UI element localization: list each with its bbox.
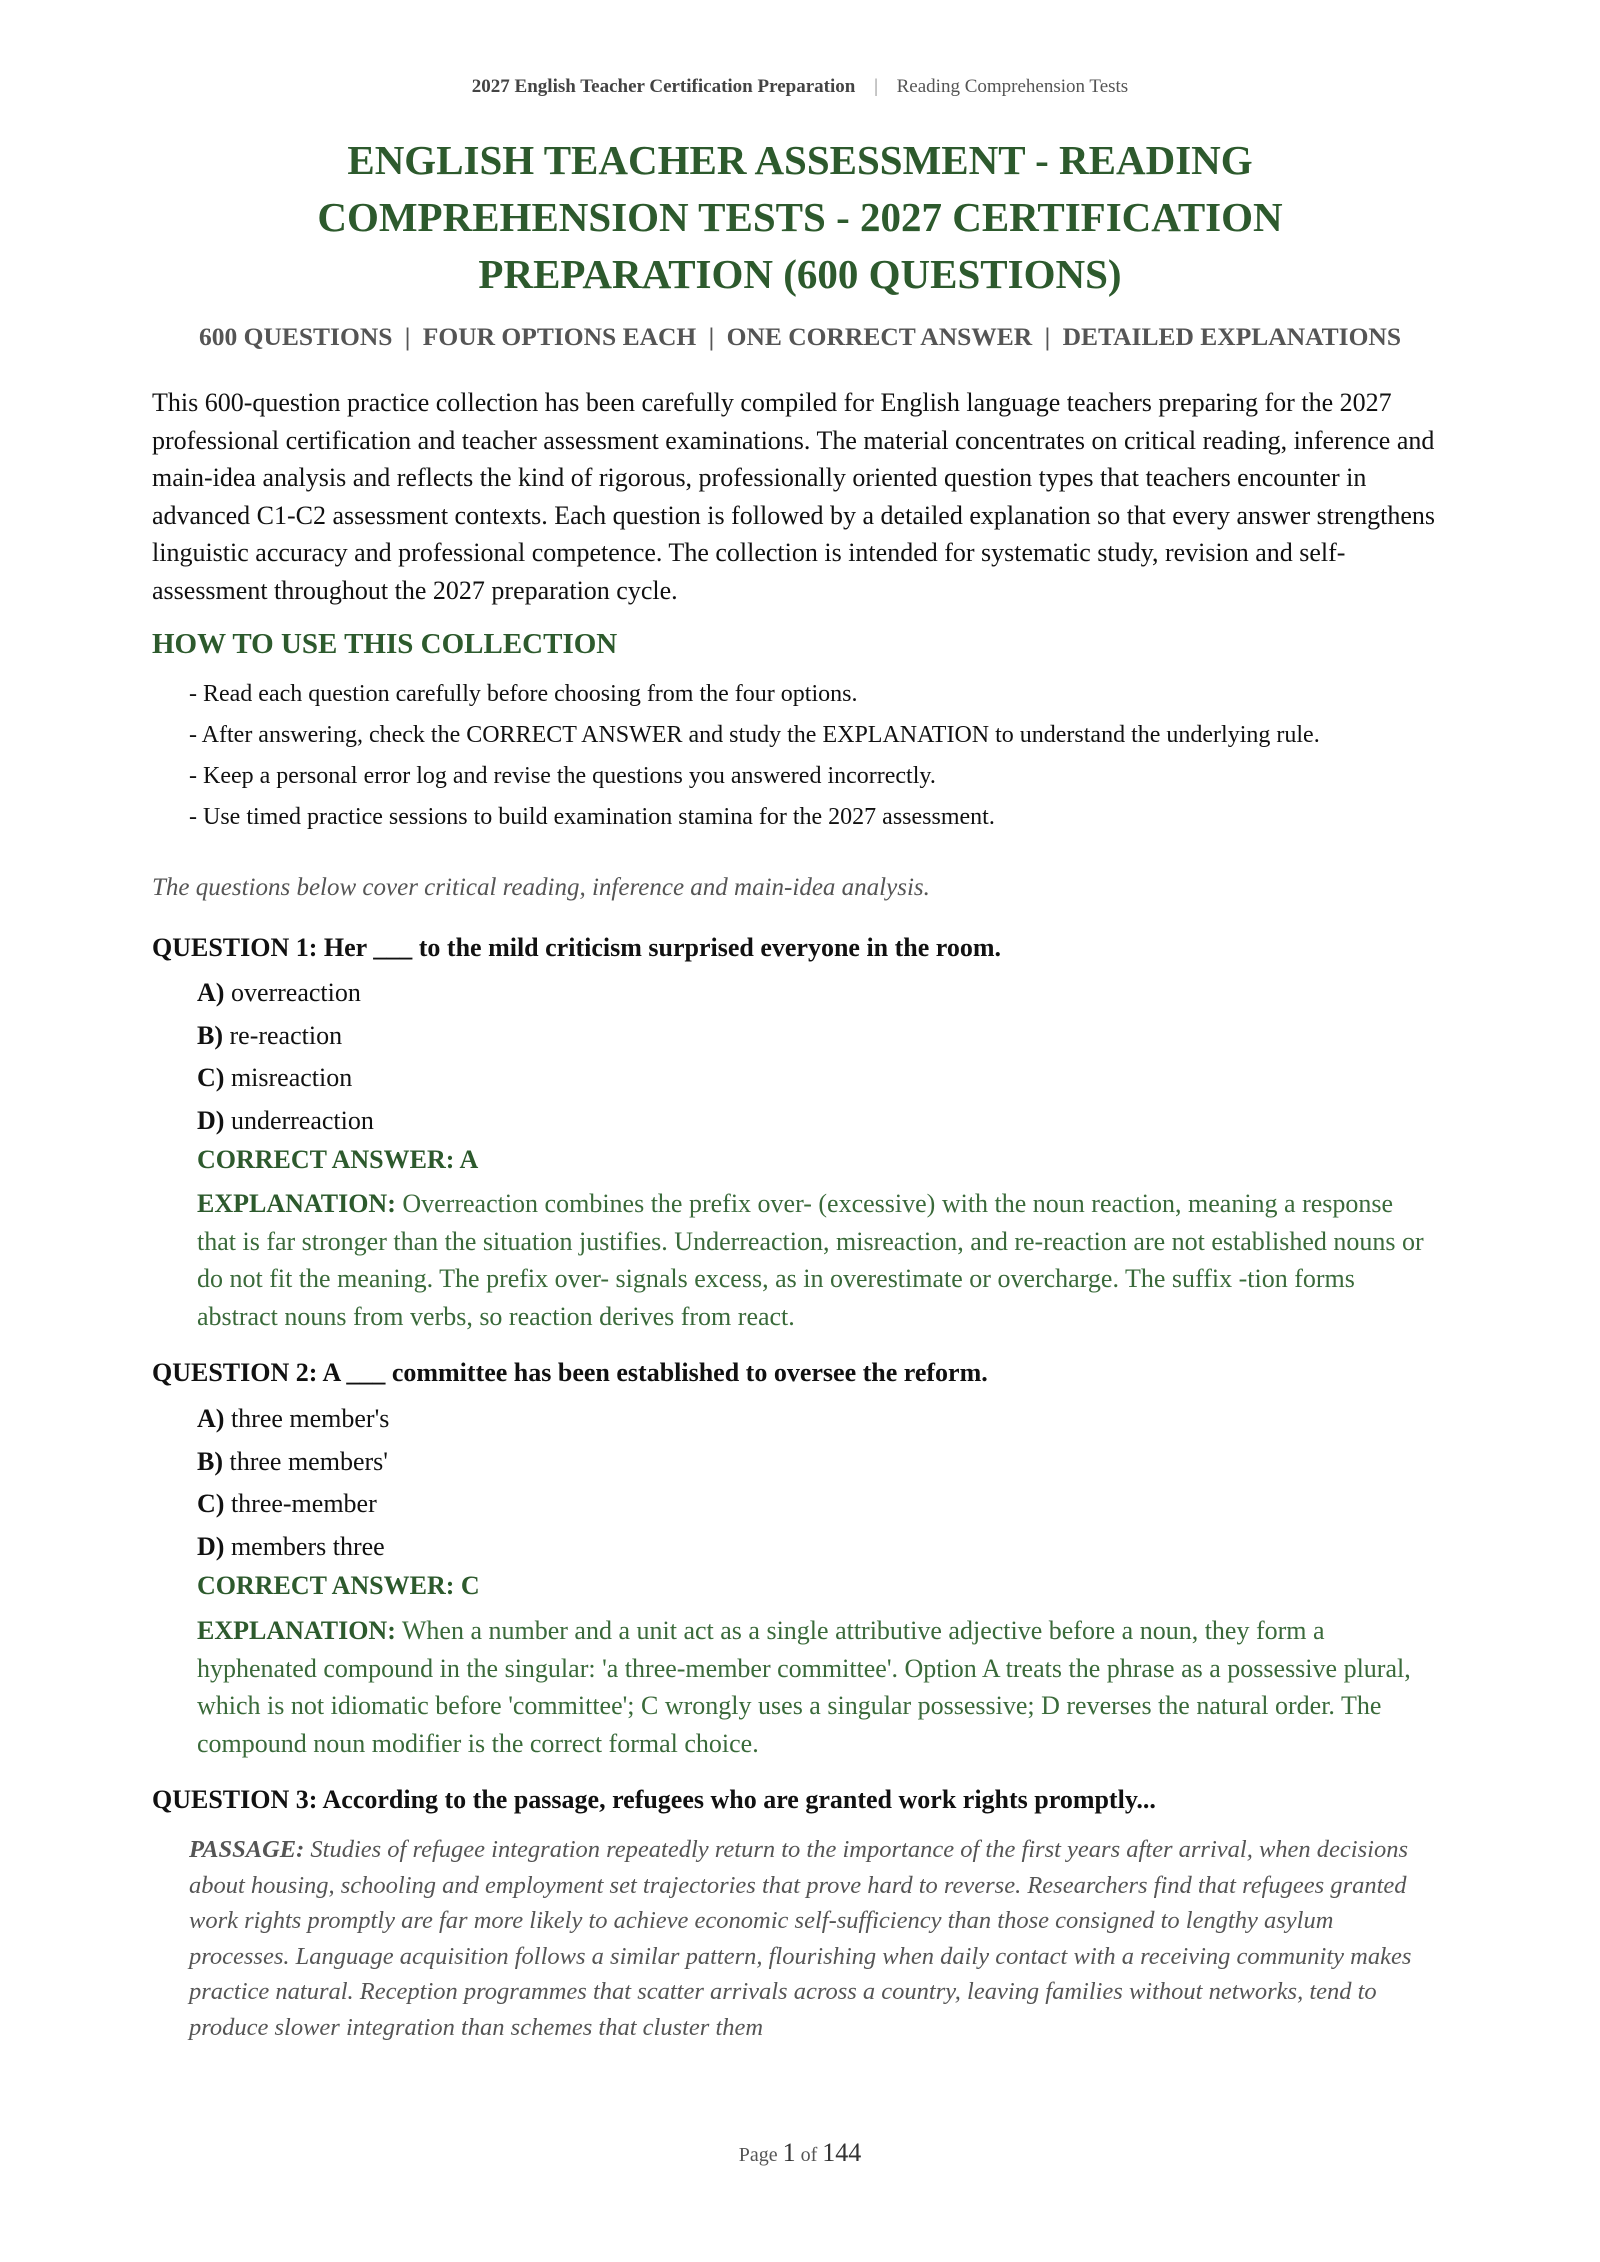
option-a (197, 972, 374, 1015)
subtitle-separator: | (404, 322, 411, 351)
explanation-text: When a number and a unit act as a single attributive adjective before a noun, they form a hyphenated compound in the singular: 'a three-member committee'. Option A treats the phrase as a possessive plural, which is not idiomatic before 'committee'; C wrongly uses a singular possessive; D reverses the natural order. The compound noun modifier is the correct formal choice. (197, 1616, 1411, 1758)
option-letter: C) (197, 1063, 225, 1092)
option-text: underreaction (230, 1105, 374, 1135)
page-number: 1 (782, 2138, 796, 2167)
option-letter: A) (197, 1404, 225, 1433)
subtitle-item: ONE CORRECT ANSWER (726, 322, 1033, 351)
running-header-separator: | (874, 76, 878, 97)
option-letter: C) (197, 1489, 225, 1518)
option-text: three member's (230, 1404, 390, 1433)
question-2-options (197, 1398, 389, 1568)
explanation-label: EXPLANATION: (197, 1616, 396, 1645)
running-header-title: 2027 English Teacher Certification Preparation (471, 76, 856, 97)
running-header (0, 76, 1600, 98)
subtitle-item: DETAILED EXPLANATIONS (1062, 322, 1402, 351)
explanation-label: EXPLANATION: (197, 1189, 396, 1218)
passage-text: Studies of refugee integration repeatedly return to the importance of the first years after arrival, when decisions about housing, schooling and employment set trajectories that prove hard to reverse. Researchers find that refugees granted work rights promptly are far more likely to achieve economic self-sufficiency than those consigned to lengthy asylum processes. Language acquisition follows a similar pattern, flourishing when daily contact with a receiving community makes practice natural. Reception programmes that scatter arrivals across a country, leaving families without networks, tend to produce slower integration than schemes that cluster them (189, 1836, 1412, 2041)
howto-item: - Read each question carefully before choosing from the four options. (189, 681, 858, 707)
page-label: Page (738, 2144, 778, 2166)
option-text: misreaction (230, 1063, 353, 1092)
option-letter: D) (197, 1531, 225, 1561)
option-letter: B) (197, 1446, 223, 1476)
howto-list (189, 677, 1429, 841)
question-2-prompt: QUESTION 2: A ___ committee has been established to oversee the reform. (152, 1358, 988, 1387)
howto-item: - Keep a personal error log and revise the questions you answered incorrectly. (189, 763, 936, 789)
question-1-prompt: QUESTION 1: Her ___ to the mild criticism surprised everyone in the room. (152, 933, 1002, 962)
option-d (197, 1100, 374, 1143)
option-b (197, 1441, 389, 1484)
question-1-correct-answer: CORRECT ANSWER: A (197, 1145, 479, 1174)
document-title: ENGLISH TEACHER ASSESSMENT - READING COMPREHENSION TESTS - 2027 CERTIFICATION PREPARATION (600 QUESTIONS) (317, 137, 1283, 297)
howto-heading: HOW TO USE THIS COLLECTION (152, 628, 618, 660)
option-letter: A) (197, 978, 225, 1007)
running-header-section: Reading Comprehension Tests (896, 76, 1129, 97)
question-3-prompt: QUESTION 3: According to the passage, refugees who are granted work rights promptly... (152, 1785, 1156, 1814)
option-letter: D) (197, 1105, 225, 1135)
option-text: three members' (229, 1446, 388, 1476)
option-text: members three (230, 1531, 385, 1561)
subtitle-item: FOUR OPTIONS EACH (422, 322, 697, 351)
passage-label: PASSAGE: (189, 1836, 305, 1863)
option-text: overreaction (230, 978, 361, 1007)
question-1-options (197, 972, 374, 1142)
intro-paragraph: This 600-question practice collection has been carefully compiled for English language teachers preparing for the 2027 professional certification and teacher assessment examinations. The material concentrates on critical reading, inference and main-idea analysis and reflects the kind of rigorous, professionally oriented question types that teachers encounter in advanced C1-C2 assessment contexts. Each question is followed by a detailed explanation so that every answer strengthens linguistic accuracy and professional competence. The collection is intended for systematic study, revision and self-assessment throughout the 2027 preparation cycle. (152, 388, 1436, 605)
option-text: re-reaction (229, 1020, 343, 1050)
option-c (197, 1057, 374, 1100)
option-d (197, 1526, 389, 1569)
page-footer (0, 2138, 1600, 2168)
option-text: three-member (230, 1489, 377, 1518)
explanation-text: Overreaction combines the prefix over- (excessive) with the noun reaction, meaning a response that is far stronger than the situation justifies. Underreaction, misreaction, and re-reaction are not established nouns or do not fit the meaning. The prefix over- signals excess, as in overestimate or overcharge. The suffix -tion forms abstract nouns from verbs, so reaction derives from react. (197, 1189, 1424, 1331)
option-c (197, 1483, 389, 1526)
subtitle-item: 600 QUESTIONS (198, 322, 393, 351)
document-subtitle (0, 322, 1600, 352)
howto-item: - Use timed practice sessions to build examination stamina for the 2027 assessment. (189, 804, 995, 830)
question-2-correct-answer: CORRECT ANSWER: C (197, 1571, 480, 1600)
subtitle-separator: | (1044, 322, 1051, 351)
question-1-explanation (197, 1185, 1437, 1335)
question-3-passage (189, 1832, 1439, 2045)
question-2-explanation (197, 1612, 1437, 1762)
page-of-label: of (800, 2144, 818, 2166)
howto-note: The questions below cover critical reading, inference and main-idea analysis. (152, 874, 930, 901)
option-letter: B) (197, 1020, 223, 1050)
total-pages: 144 (822, 2138, 862, 2167)
subtitle-separator: | (708, 322, 715, 351)
option-b (197, 1015, 374, 1058)
howto-item: - After answering, check the CORRECT ANSWER and study the EXPLANATION to understand the underlying rule. (189, 722, 1320, 748)
option-a (197, 1398, 389, 1441)
